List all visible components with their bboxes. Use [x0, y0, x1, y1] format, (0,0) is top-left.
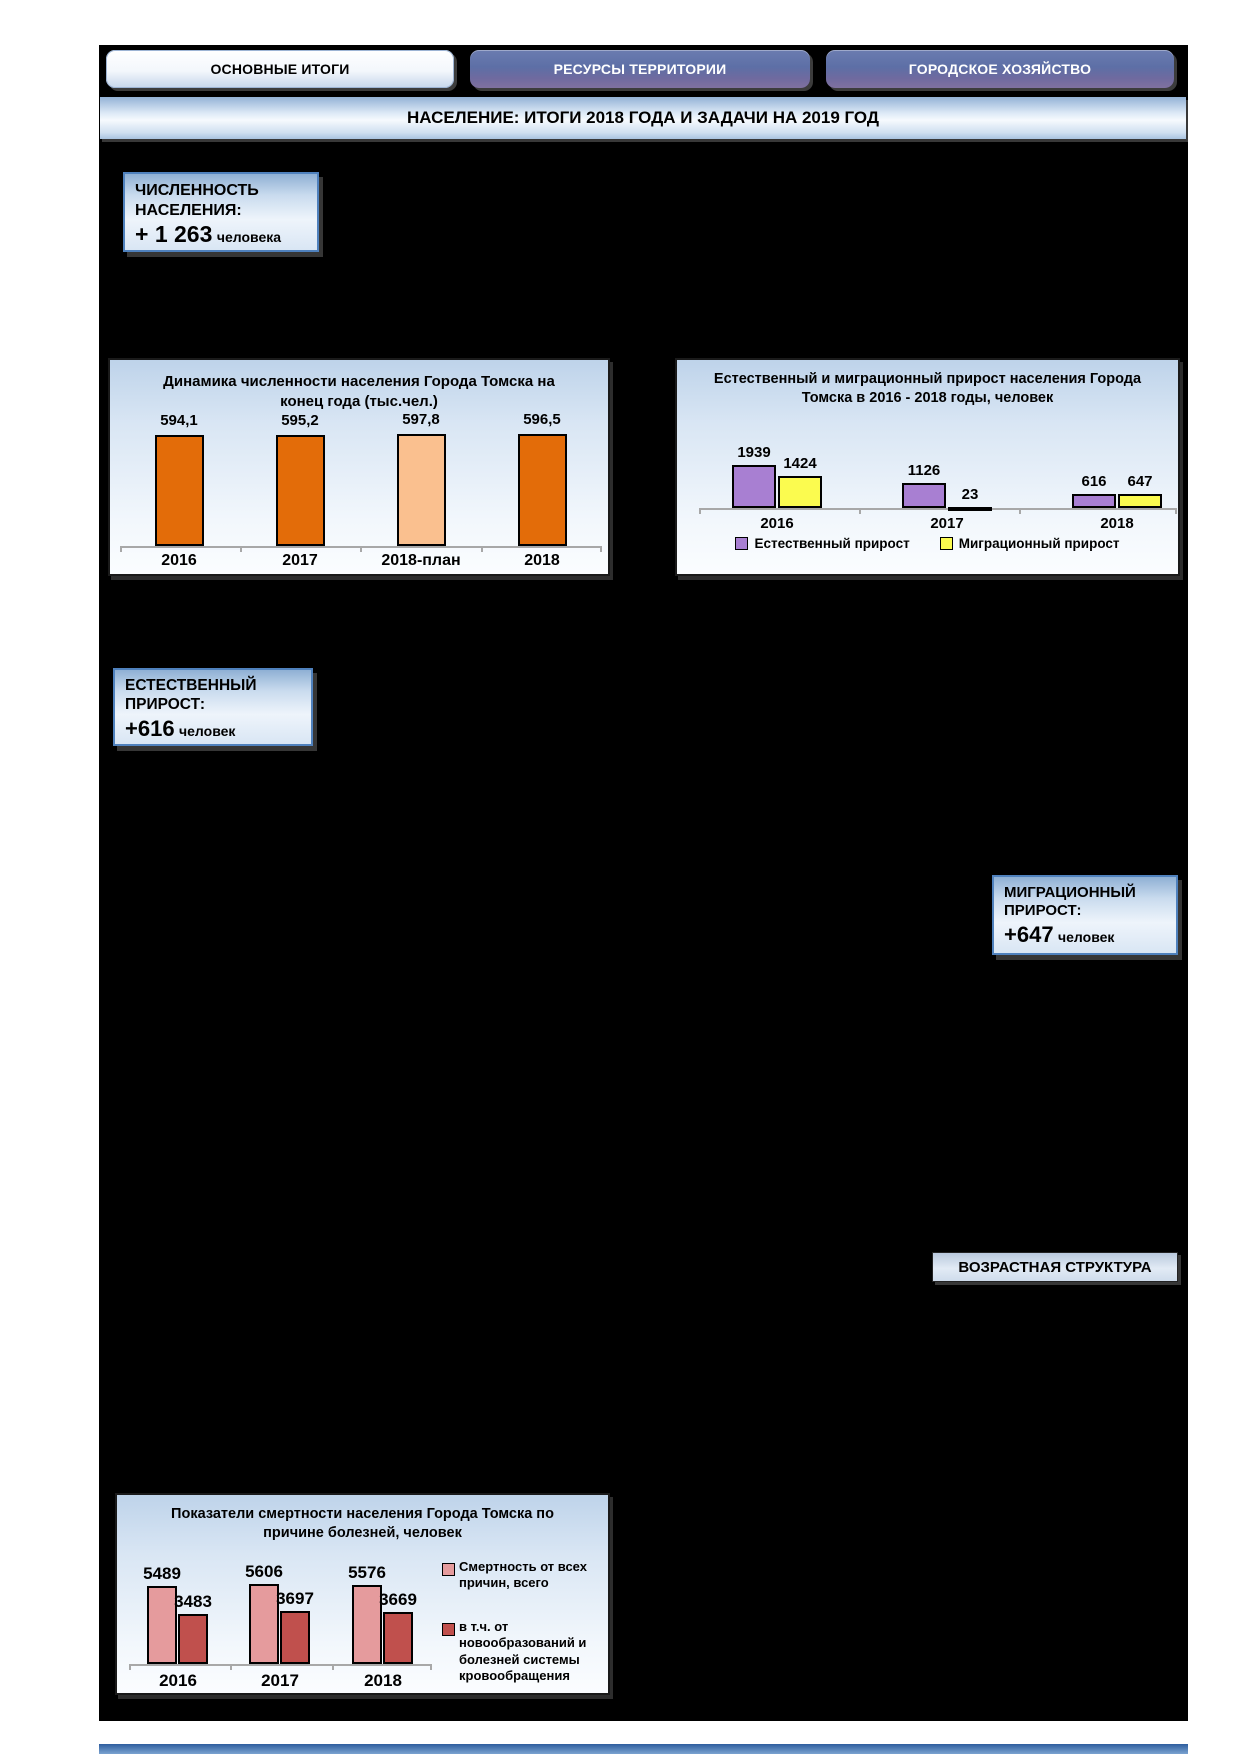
migration-growth-unit: человек — [1058, 928, 1115, 945]
natural-growth-callout-title: ЕСТЕСТВЕННЫЙ ПРИРОСТ: — [125, 677, 257, 713]
natural-growth-callout — [113, 668, 313, 746]
chart-natural-migration-growth — [675, 358, 1180, 576]
value-label: 3697 — [276, 1589, 314, 1608]
bar-disease-2017 — [280, 1611, 310, 1664]
page-title: НАСЕЛЕНИЕ: ИТОГИ 2018 ГОДА И ЗАДАЧИ НА 2019 ГОД — [406, 108, 880, 127]
migration-growth-value: +647 — [1004, 921, 1054, 947]
tab-3[interactable]: ГОРОДСКОЕ ХОЗЯЙСТВО — [826, 50, 1174, 88]
axis-tick — [699, 508, 701, 514]
axis-tick — [332, 1664, 334, 1670]
bar-2018-план — [397, 434, 446, 546]
population-callout-value — [135, 221, 307, 248]
chart-population-dynamics — [108, 358, 610, 576]
category-label: 2018-план — [381, 552, 461, 569]
natural-growth-callout-value — [125, 716, 301, 742]
migration-growth-callout — [992, 875, 1178, 955]
axis-tick — [1019, 508, 1021, 514]
x-axis — [129, 1664, 432, 1666]
chart-title: Естественный и миграционный прирост населения Города Томска в 2016 - 2018 годы, человек — [713, 371, 1142, 406]
legend-label-disease: в т.ч. от новообразований и болезней системы кровообращения — [459, 1619, 587, 1683]
legend-item-1 — [735, 536, 909, 551]
value-label: 5489 — [143, 1564, 181, 1583]
value-label: 594,1 — [160, 412, 198, 429]
legend-label: Миграционный прирост — [958, 536, 1120, 551]
value-label: 1939 — [737, 444, 771, 461]
value-label: 5606 — [245, 1562, 283, 1581]
legend-label: Естественный прирост — [754, 536, 910, 551]
value-label: 1424 — [783, 455, 817, 472]
category-label: 2017 — [261, 1671, 299, 1690]
value-label: 597,8 — [402, 411, 440, 428]
bar-migration-2017 — [948, 507, 992, 511]
population-unit: человека — [216, 229, 282, 246]
age-structure-label — [932, 1252, 1178, 1282]
x-axis — [699, 508, 1177, 510]
axis-tick — [129, 1664, 131, 1670]
bar-2018 — [518, 434, 567, 546]
category-label: 2016 — [760, 515, 794, 532]
next-page-strip — [99, 1744, 1188, 1754]
category-label: 2018 — [1100, 515, 1134, 532]
bar-natural-2018 — [1072, 494, 1116, 508]
population-callout — [123, 172, 319, 252]
tab-1[interactable]: ОСНОВНЫЕ ИТОГИ — [106, 50, 454, 88]
population-value: + 1 263 — [135, 221, 213, 248]
chart-title: Показатели смертности населения Города Томска по причине болезней, человек — [171, 1506, 554, 1541]
value-label: 647 — [1127, 473, 1153, 490]
bar-disease-2018 — [383, 1612, 413, 1664]
page-title-bar — [100, 97, 1186, 139]
axis-tick — [430, 1664, 432, 1670]
legend-swatch-all-causes — [442, 1563, 455, 1576]
category-label: 2017 — [930, 515, 964, 532]
category-label: 2016 — [159, 1671, 197, 1690]
migration-growth-callout-title: МИГРАЦИОННЫЙ ПРИРОСТ: — [1004, 884, 1136, 920]
category-label: 2016 — [161, 552, 197, 569]
value-label: 595,2 — [281, 412, 319, 429]
category-label: 2018 — [524, 552, 560, 569]
category-label: 2017 — [282, 552, 318, 569]
natural-growth-unit: человек — [179, 722, 236, 739]
legend — [677, 536, 1178, 551]
value-label: 616 — [1081, 473, 1107, 490]
chart-title: Динамика численности населения Города Томска на конец года (тыс.чел.) — [163, 373, 555, 410]
category-label: 2018 — [364, 1671, 402, 1690]
legend-item-2 — [940, 536, 1120, 551]
axis-tick — [1175, 508, 1177, 514]
legend-swatch-disease — [442, 1623, 455, 1636]
value-label: 596,5 — [523, 411, 561, 428]
legend-swatch-migration — [940, 537, 953, 550]
legend-swatch-natural — [735, 537, 748, 550]
axis-tick — [859, 508, 861, 514]
value-label: 23 — [961, 486, 979, 503]
population-callout-title: ЧИСЛЕННОСТЬ НАСЕЛЕНИЯ: — [135, 182, 259, 219]
axis-tick — [230, 1664, 232, 1670]
bar-2016 — [155, 435, 204, 546]
chart-mortality — [115, 1493, 610, 1695]
value-label: 3669 — [379, 1590, 417, 1609]
migration-growth-callout-value — [1004, 922, 1166, 948]
bar-migration-2016 — [778, 476, 822, 508]
bar-disease-2016 — [178, 1614, 208, 1664]
value-label: 1126 — [907, 462, 941, 479]
bar-2017 — [276, 435, 325, 546]
tab-2[interactable]: РЕСУРСЫ ТЕРРИТОРИИ — [470, 50, 810, 88]
value-label: 5576 — [348, 1563, 386, 1582]
bar-migration-2018 — [1118, 494, 1162, 508]
age-structure-label-text: ВОЗРАСТНАЯ СТРУКТУРА — [958, 1258, 1152, 1276]
legend-label-all-causes: Смертность от всех причин, всего — [459, 1559, 587, 1591]
natural-growth-value: +616 — [125, 715, 175, 741]
value-label: 3483 — [174, 1592, 212, 1611]
